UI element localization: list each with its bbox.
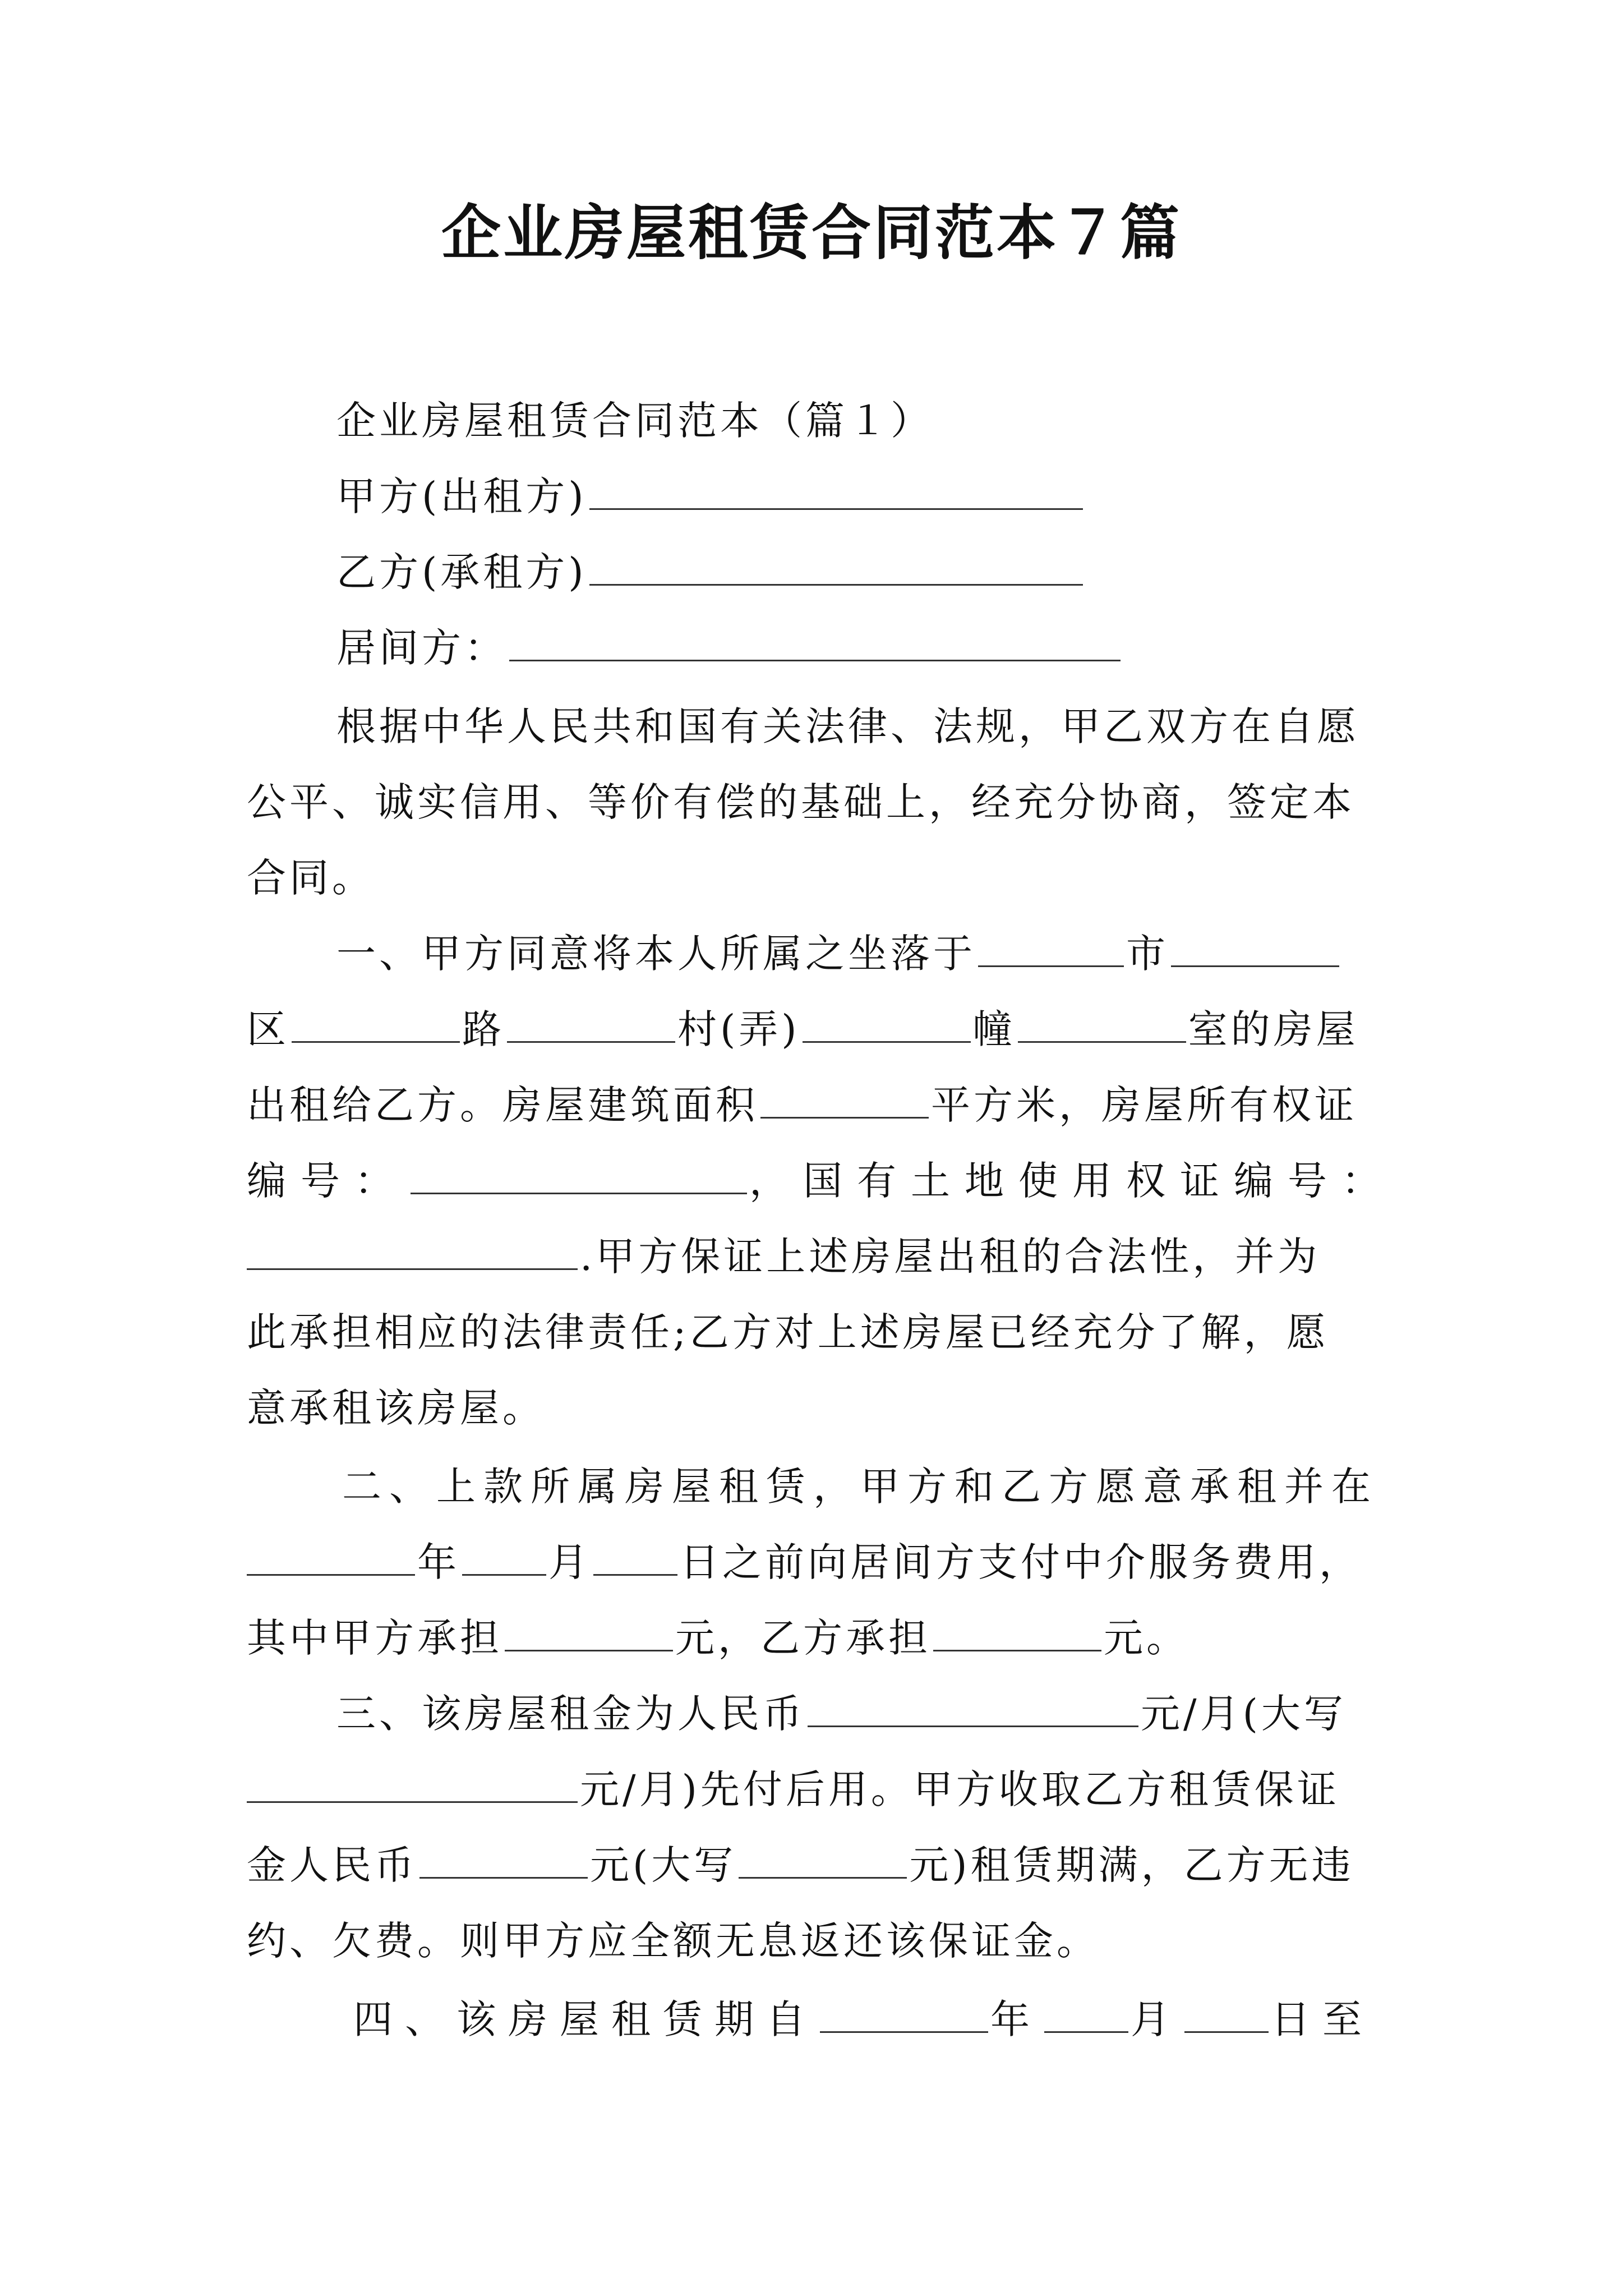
term-day-blank [1184,1992,1269,2033]
month-blank [462,1535,546,1576]
clause3-text: 元/月(大写 [1141,1691,1347,1737]
rent-blank [808,1686,1138,1727]
clause1-text: 平方米，房屋所有权证 [931,1082,1357,1128]
party-a-fee-blank [505,1611,673,1651]
intro-line-1: 根据中华人民共和国有关法律、法规，甲乙双方在自愿 [336,703,1359,749]
clause1-text: 出租给乙方。房屋建筑面积 [247,1082,758,1128]
clause1-text: 一、甲方同意将本人所属之坐落于 [336,931,976,977]
clause1-text: 村(弄) [677,1006,800,1052]
clause4-text: 年 [990,1996,1042,2042]
clause4-text: 四、该房屋租赁期自 [353,1996,818,2042]
clause1-text: 市 [1126,931,1169,977]
clause1-line-1 [336,926,1341,982]
clause1-text: 区 [247,1006,289,1052]
building-blank [803,1002,971,1043]
intro-line-2: 公平、诚实信用、等价有偿的基础上，经充分协商，签定本 [247,779,1355,825]
party-b-blank [589,545,1083,586]
deposit-capital-blank [739,1838,907,1879]
ownership-cert-blank [411,1153,747,1194]
clause1-text: 编号： [247,1158,408,1204]
village-blank [507,1002,675,1043]
party-a-line [336,468,1085,524]
party-b-fee-blank [933,1611,1101,1651]
clause1-text: 幢 [972,1006,1016,1052]
clause2-text: 元。 [1104,1615,1189,1661]
term-month-blank [1044,1992,1128,2033]
clause3-text: 元(大写 [590,1842,737,1888]
party-a-label: 甲方(出租方) [336,473,587,519]
clause3-text: 元/月)先付后用。甲方收取乙方租赁保证 [580,1766,1340,1812]
clause2-text: 元，乙方承担 [675,1615,931,1661]
clause1-text: .甲方保证上述房屋出租的合法性，并为 [580,1234,1321,1280]
clause1-text: 路 [462,1006,505,1052]
clause1-line-7: 意承租该房屋。 [247,1385,545,1431]
document-title: 企业房屋租赁合同范本７篇 [441,197,1182,268]
deposit-blank [419,1838,588,1879]
room-blank [1018,1002,1186,1043]
clause3-text: 金人民币 [247,1842,417,1888]
clause3-line-4: 约、欠费。则甲方应全额无息返还该保证金。 [247,1918,1099,1964]
day-blank [593,1535,677,1576]
year-blank [247,1535,415,1576]
clause3-line-1 [336,1686,1347,1742]
area-blank [760,1078,929,1119]
clause2-line-2 [247,1534,1362,1590]
clause1-text: ，国有土地使用权证编号： [749,1158,1395,1204]
clause4-text: 月 [1131,1996,1182,2042]
party-b-label: 乙方(承租方) [336,549,587,595]
broker-blank [509,620,1121,661]
clause2-text: 其中甲方承担 [247,1615,502,1661]
party-b-line [336,544,1085,600]
clause1-text: 室的房屋 [1188,1006,1359,1052]
clause3-line-3 [247,1837,1354,1893]
city-blank [978,926,1124,967]
clause3-text: 三、该房屋租金为人民币 [336,1691,805,1737]
road-blank [292,1002,460,1043]
broker-line [336,620,1123,676]
clause4-text: 日至 [1271,1996,1374,2042]
contract-subtitle: 企业房屋租赁合同范本（篇１） [336,398,933,444]
clause1-line-5 [247,1228,1320,1285]
party-a-blank [589,469,1083,510]
clause1-line-4 [247,1153,1395,1209]
clause2-text: 月 [548,1539,591,1585]
clause3-text: 元)租赁期满，乙方无违 [909,1842,1354,1888]
district-blank [1171,926,1339,967]
rent-capital-blank [247,1762,578,1803]
clause1-line-6: 此承担相应的法律责任;乙方对上述房屋已经充分了解，愿 [247,1309,1329,1355]
broker-label: 居间方： [336,625,507,671]
clause4-line-1 [353,1991,1374,2047]
clause1-line-2 [247,1001,1359,1057]
clause3-line-2 [247,1761,1340,1818]
term-year-blank [820,1992,988,2033]
clause2-line-1: 二、上款所属房屋租赁，甲方和乙方愿意承租并在 [342,1464,1378,1510]
land-cert-blank [247,1229,578,1270]
clause2-text: 日之前向居间方支付中介服务费用， [680,1539,1362,1585]
clause2-line-3 [247,1610,1189,1666]
clause2-text: 年 [417,1539,460,1585]
intro-line-3: 合同。 [247,855,375,901]
clause1-line-3 [247,1077,1357,1133]
